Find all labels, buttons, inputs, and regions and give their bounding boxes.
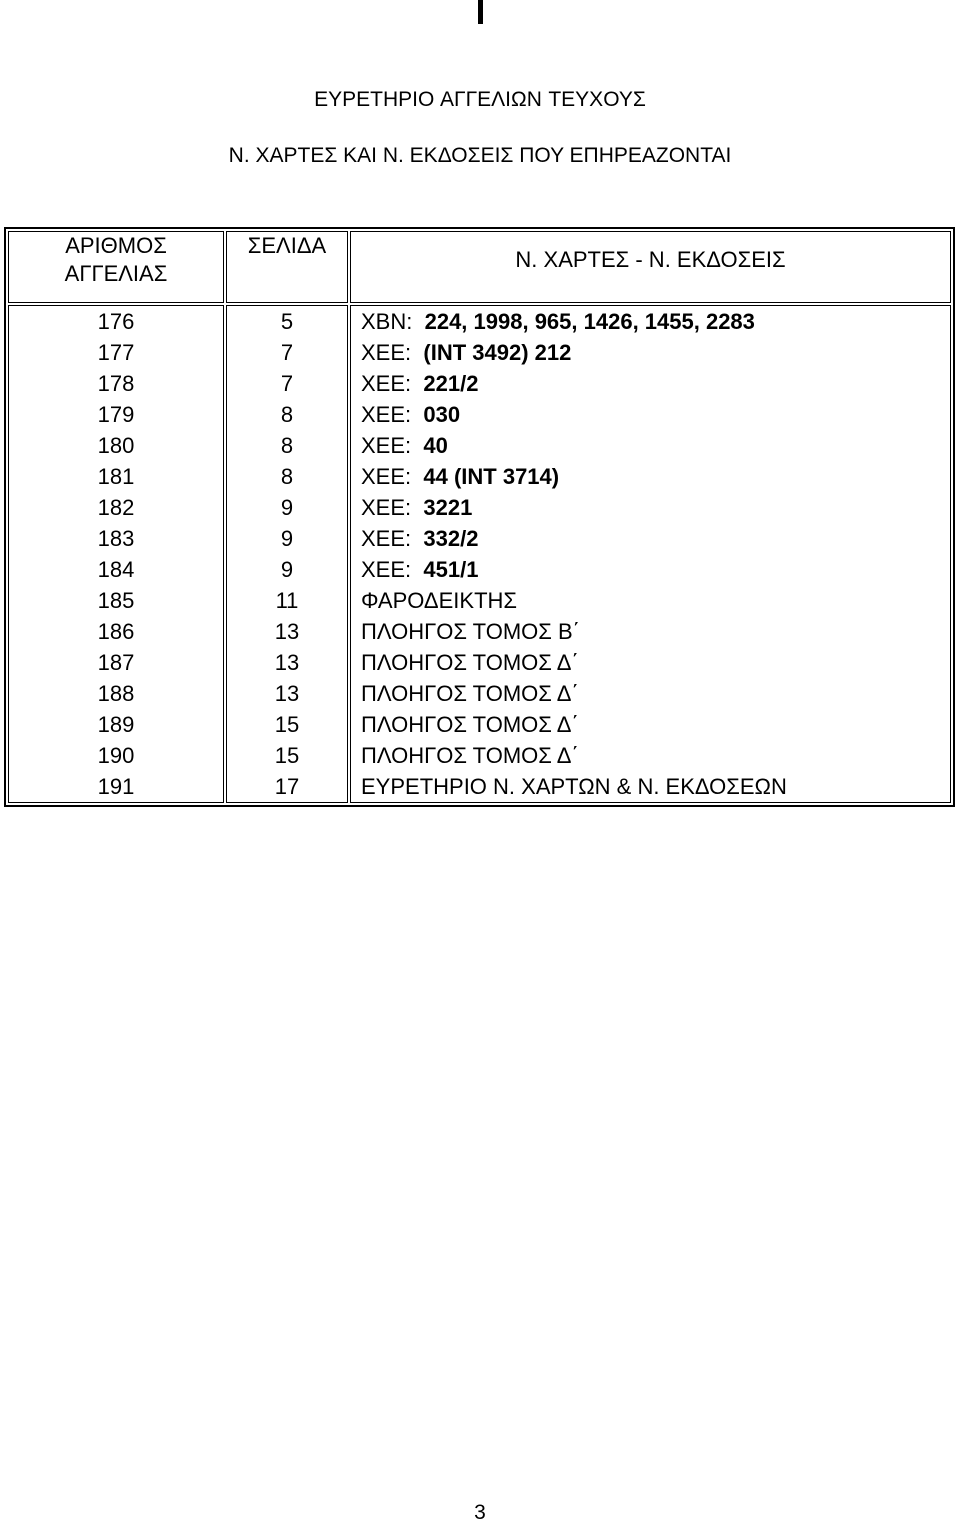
chart-series-prefix: ΧΕΕ:	[361, 526, 412, 551]
page-cell: 8	[280, 433, 294, 458]
chart-reference-cell	[361, 554, 950, 585]
chart-numbers: 44 (INT 3714)	[423, 464, 560, 489]
chart-numbers: 40	[423, 433, 448, 458]
chart-reference-cell	[361, 678, 950, 709]
table-body-row	[8, 305, 951, 803]
notice-number-cell: 189	[97, 712, 135, 737]
chart-reference-cell	[361, 461, 950, 492]
chart-series-prefix: ΧΒΝ:	[361, 309, 413, 334]
chart-numbers: 451/1	[423, 557, 479, 582]
chart-series-prefix: ΧΕΕ:	[361, 340, 412, 365]
notice-number-cell: 191	[97, 774, 135, 799]
chart-reference-cell	[361, 616, 950, 647]
notice-number-cell: 182	[97, 495, 135, 520]
chart-numbers: 221/2	[423, 371, 479, 396]
header-page: ΣΕΛΙΔΑ	[226, 231, 348, 303]
document-subtitle: Ν. ΧΑΡΤΕΣ ΚΑΙ Ν. ΕΚΔΟΣΕΙΣ ΠΟΥ ΕΠΗΡΕΑΖΟΝΤΑΙ	[228, 144, 732, 167]
chart-series-prefix: ΧΕΕ:	[361, 433, 412, 458]
notice-number-cell: 176	[97, 309, 135, 334]
notice-number-cell: 181	[97, 464, 135, 489]
chart-series-prefix: ΧΕΕ:	[361, 464, 412, 489]
charts-column	[350, 305, 951, 803]
page-cell: 17	[274, 774, 300, 799]
notice-number-cell: 177	[97, 340, 135, 365]
notice-number-cell: 178	[97, 371, 135, 396]
page-cell: 7	[280, 340, 294, 365]
index-table-container	[4, 227, 955, 807]
chart-series-prefix: ΠΛΟΗΓΟΣ ΤΟΜΟΣ Δ΄	[361, 743, 579, 768]
page-cell: 11	[275, 588, 299, 613]
page-cell: 13	[274, 619, 300, 644]
notice-number-cell: 185	[97, 588, 135, 613]
page-cell: 9	[280, 526, 294, 551]
top-margin-mark	[478, 0, 483, 24]
page-cell: 15	[274, 743, 300, 768]
notice-number-cell: 179	[97, 402, 135, 427]
chart-series-prefix: ΠΛΟΗΓΟΣ ΤΟΜΟΣ Δ΄	[361, 712, 579, 737]
notice-number-cell: 183	[97, 526, 135, 551]
chart-reference-cell	[361, 523, 950, 554]
page-cell: 9	[280, 495, 294, 520]
chart-series-prefix: ΦΑΡΟΔΕΙΚΤΗΣ	[361, 588, 517, 613]
notice-number-cell: 184	[97, 557, 135, 582]
chart-reference-cell	[361, 585, 950, 616]
notice-number-cell: 188	[97, 681, 135, 706]
chart-series-prefix: ΧΕΕ:	[361, 402, 412, 427]
page-cell: 5	[280, 309, 294, 334]
chart-reference-cell	[361, 771, 950, 802]
document-title: ΕΥΡΕΤΗΡΙΟ ΑΓΓΕΛΙΩΝ ΤΕΥΧΟΥΣ	[314, 88, 646, 111]
page-cell: 15	[274, 712, 300, 737]
notice-number-cell: 180	[97, 433, 135, 458]
chart-reference-cell	[361, 492, 950, 523]
chart-reference-cell	[361, 647, 950, 678]
header-notice-number-line1: ΑΡΙΘΜΟΣ	[65, 233, 167, 258]
chart-series-prefix: ΠΛΟΗΓΟΣ ΤΟΜΟΣ Δ΄	[361, 681, 579, 706]
chart-reference-cell	[361, 709, 950, 740]
page-column	[226, 305, 348, 803]
notices-index-table	[4, 227, 955, 807]
chart-reference-cell	[361, 740, 950, 771]
page-cell: 9	[280, 557, 294, 582]
chart-reference-cell	[361, 306, 950, 337]
notice-number-cell: 190	[97, 743, 135, 768]
chart-reference-cell	[361, 399, 950, 430]
notice-number-cell: 187	[97, 650, 135, 675]
chart-numbers: 030	[423, 402, 461, 427]
chart-series-prefix: ΧΕΕ:	[361, 495, 412, 520]
chart-series-prefix: ΧΕΕ:	[361, 557, 412, 582]
chart-reference-cell	[361, 337, 950, 368]
header-charts-publications: Ν. ΧΑΡΤΕΣ - Ν. ΕΚΔΟΣΕΙΣ	[350, 231, 951, 303]
notice-number-column	[8, 305, 224, 803]
page-cell: 13	[274, 650, 300, 675]
page-cell: 7	[280, 371, 294, 396]
page-cell: 13	[274, 681, 300, 706]
page-cell: 8	[280, 402, 294, 427]
chart-series-prefix: ΠΛΟΗΓΟΣ ΤΟΜΟΣ Δ΄	[361, 650, 579, 675]
chart-reference-cell	[361, 368, 950, 399]
chart-series-prefix: ΧΕΕ:	[361, 371, 412, 396]
chart-numbers: (INT 3492) 212	[423, 340, 572, 365]
chart-reference-cell	[361, 430, 950, 461]
table-header-row	[8, 231, 951, 303]
page-number: 3	[474, 1501, 486, 1524]
chart-numbers: 332/2	[423, 526, 479, 551]
chart-numbers: 3221	[423, 495, 473, 520]
page-cell: 8	[280, 464, 294, 489]
header-notice-number-line2: ΑΓΓΕΛΙΑΣ	[64, 261, 168, 286]
chart-series-prefix: ΠΛΟΗΓΟΣ ΤΟΜΟΣ Β΄	[361, 619, 580, 644]
notice-number-cell: 186	[97, 619, 135, 644]
chart-numbers: 224, 1998, 965, 1426, 1455, 2283	[424, 309, 755, 334]
header-notice-number	[8, 231, 224, 303]
chart-series-prefix: ΕΥΡΕΤΗΡΙΟ Ν. ΧΑΡΤΩΝ & Ν. ΕΚΔΟΣΕΩΝ	[361, 774, 787, 799]
